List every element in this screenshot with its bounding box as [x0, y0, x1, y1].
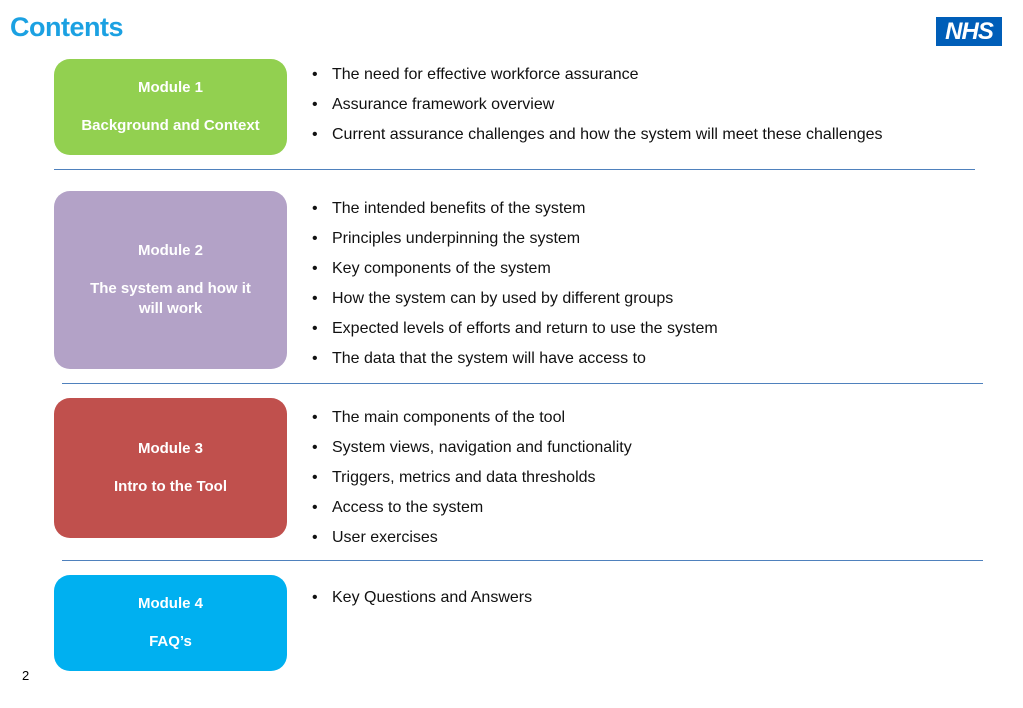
bullet-item: • Principles underpinning the system: [312, 229, 718, 259]
module-2-box: [54, 191, 287, 369]
nhs-logo: NHS: [936, 17, 1002, 46]
page-number: 2: [22, 668, 30, 683]
module-2-bullets: [312, 199, 718, 379]
module-4-bullets: [312, 588, 532, 618]
bullet-item: • Key Questions and Answers: [312, 588, 532, 618]
divider-line: [54, 169, 975, 170]
module-3-box: [54, 398, 287, 538]
module-name: Background and Context: [81, 117, 260, 134]
bullet-item: • Access to the system: [312, 498, 632, 528]
module-4-box: [54, 575, 287, 671]
bullet-item: • Current assurance challenges and how the system will meet these challenges: [312, 125, 883, 155]
module-1-box: [54, 59, 287, 155]
module-1-bullets: [312, 65, 883, 155]
module-label: Module 3: [137, 440, 203, 457]
module-name: The system and how it will work: [90, 280, 251, 317]
bullet-item: • The data that the system will have access to: [312, 349, 718, 379]
bullet-item: • Key components of the system: [312, 259, 718, 289]
bullet-item: • The need for effective workforce assurance: [312, 65, 883, 95]
bullet-item: • The intended benefits of the system: [312, 199, 718, 229]
bullet-item: • Expected levels of efforts and return to use the system: [312, 319, 718, 349]
module-label: Module 2: [137, 242, 203, 259]
module-label: Module 1: [137, 79, 203, 96]
bullet-item: • Triggers, metrics and data thresholds: [312, 468, 632, 498]
bullet-item: • User exercises: [312, 528, 632, 558]
module-name: Intro to the Tool: [113, 478, 228, 495]
bullet-item: • System views, navigation and functionality: [312, 438, 632, 468]
bullet-item: • Assurance framework overview: [312, 95, 883, 125]
divider-line: [62, 383, 983, 384]
divider-line: [62, 560, 983, 561]
bullet-item: • How the system can by used by different groups: [312, 289, 718, 319]
module-label: Module 4: [137, 595, 203, 612]
bullet-item: • The main components of the tool: [312, 408, 632, 438]
page-title: Contents: [10, 12, 123, 42]
module-3-bullets: [312, 408, 632, 558]
module-name: FAQ’s: [149, 633, 192, 650]
